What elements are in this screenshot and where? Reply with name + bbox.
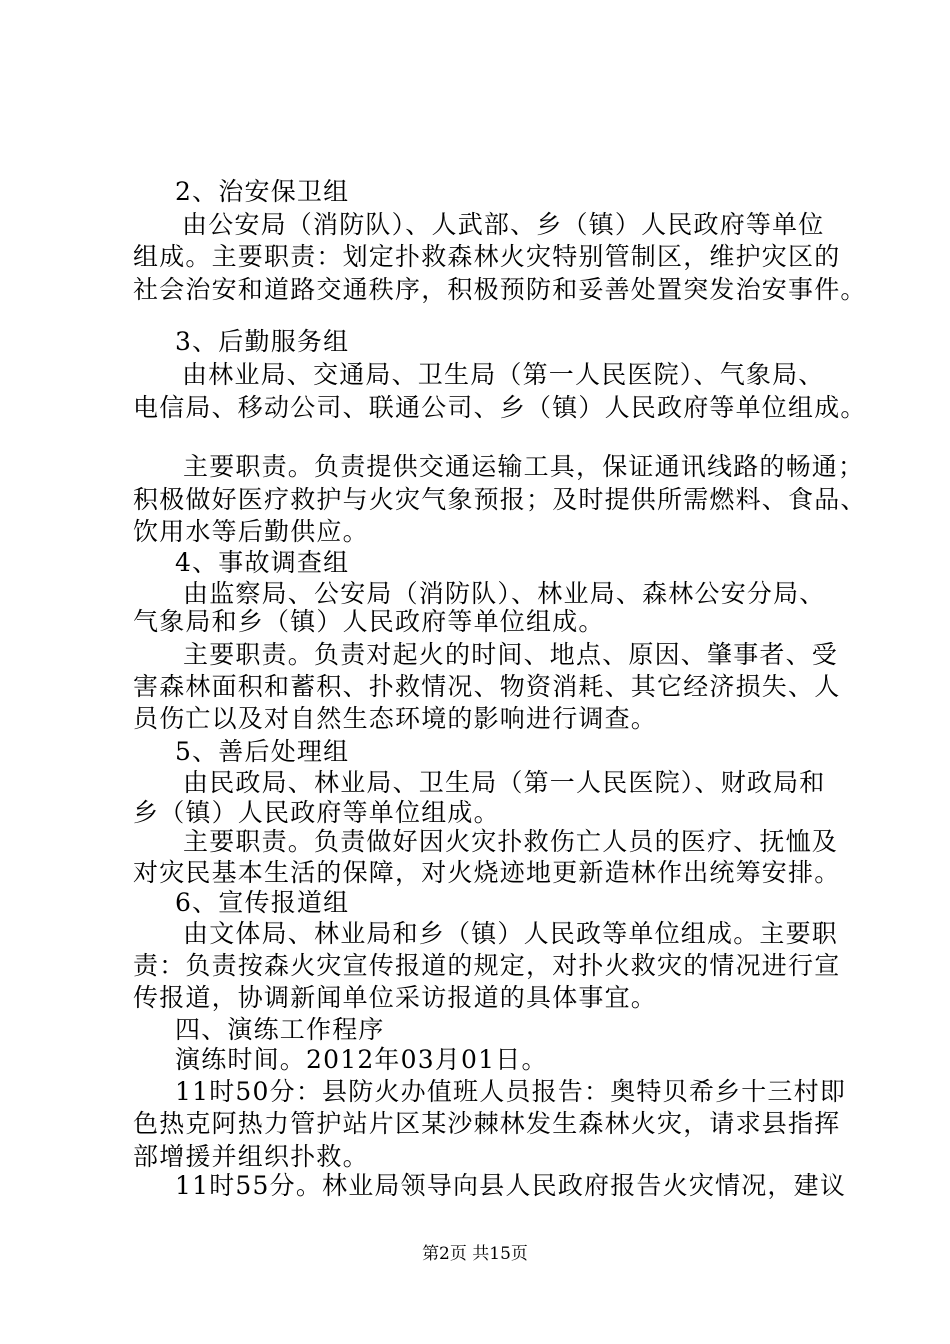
- paragraph-line: 由文体局、林业局和乡（镇）人民政等单位组成。主要职: [183, 919, 839, 948]
- paragraph-line: 责：负责按森火灾宣传报道的规定，对扑火救灾的情况进行宣: [133, 951, 841, 980]
- paragraph-line: 饮用水等后勤供应。: [133, 517, 369, 546]
- paragraph-line: 组成。主要职责：划定扑救森林火灾特别管制区，维护灾区的: [133, 242, 841, 271]
- paragraph-line: 害森林面积和蓄积、扑救情况、物资消耗、其它经济损失、人: [133, 672, 841, 701]
- paragraph-line: 主要职责。负责对起火的时间、地点、原因、肇事者、受: [183, 640, 839, 669]
- paragraph-line: 主要职责。负责提供交通运输工具，保证通讯线路的畅通；: [183, 452, 865, 481]
- paragraph-line: 由监察局、公安局（消防队）、林业局、森林公安分局、: [183, 579, 826, 608]
- page-number-footer: 第2页 共15页: [422, 1244, 528, 1264]
- paragraph-line: 社会治安和道路交通秩序，积极预防和妥善处置突发治安事件。: [133, 275, 867, 304]
- paragraph-line: 演练时间。2012年03月01日。: [175, 1045, 548, 1074]
- paragraph-line: 传报道，协调新闻单位采访报道的具体事宜。: [133, 983, 658, 1012]
- paragraph-line: 色热克阿热力管护站片区某沙棘林发生森林火灾，请求县指挥: [133, 1109, 841, 1138]
- paragraph-line: 由民政局、林业局、卫生局（第一人民医院）、财政局和: [183, 768, 826, 797]
- paragraph-line: 乡（镇）人民政府等单位组成。: [133, 798, 500, 827]
- paragraph-line: 由公安局（消防队）、人武部、乡（镇）人民政府等单位: [182, 210, 825, 239]
- paragraph-line: 11时50分：县防火办值班人员报告：奥特贝希乡十三村即: [175, 1077, 847, 1106]
- section-heading: 5、善后处理组: [175, 737, 350, 766]
- paragraph-line: 对灾民基本生活的保障，对火烧迹地更新造林作出统筹安排。: [133, 858, 841, 887]
- section-heading: 6、宣传报道组: [175, 888, 350, 917]
- section-heading: 3、后勤服务组: [175, 327, 350, 356]
- paragraph-line: 气象局和乡（镇）人民政府等单位组成。: [133, 607, 605, 636]
- section-heading: 2、治安保卫组: [175, 177, 350, 206]
- section-heading: 4、事故调查组: [175, 548, 350, 577]
- paragraph-line: 由林业局、交通局、卫生局（第一人民医院）、气象局、: [182, 360, 825, 389]
- paragraph-line: 电信局、移动公司、联通公司、乡（镇）人民政府等单位组成。: [133, 393, 867, 422]
- paragraph-line: 主要职责。负责做好因火灾扑救伤亡人员的医疗、抚恤及: [183, 827, 839, 856]
- section-heading: 四、演练工作程序: [175, 1015, 385, 1044]
- paragraph-line: 部增援并组织扑救。: [133, 1142, 369, 1171]
- paragraph-line: 员伤亡以及对自然生态环境的影响进行调查。: [133, 704, 658, 733]
- paragraph-line: 11时55分。林业局领导向县人民政府报告火灾情况，建议: [175, 1171, 847, 1200]
- paragraph-line: 积极做好医疗救护与火灾气象预报；及时提供所需燃料、食品、: [133, 485, 867, 514]
